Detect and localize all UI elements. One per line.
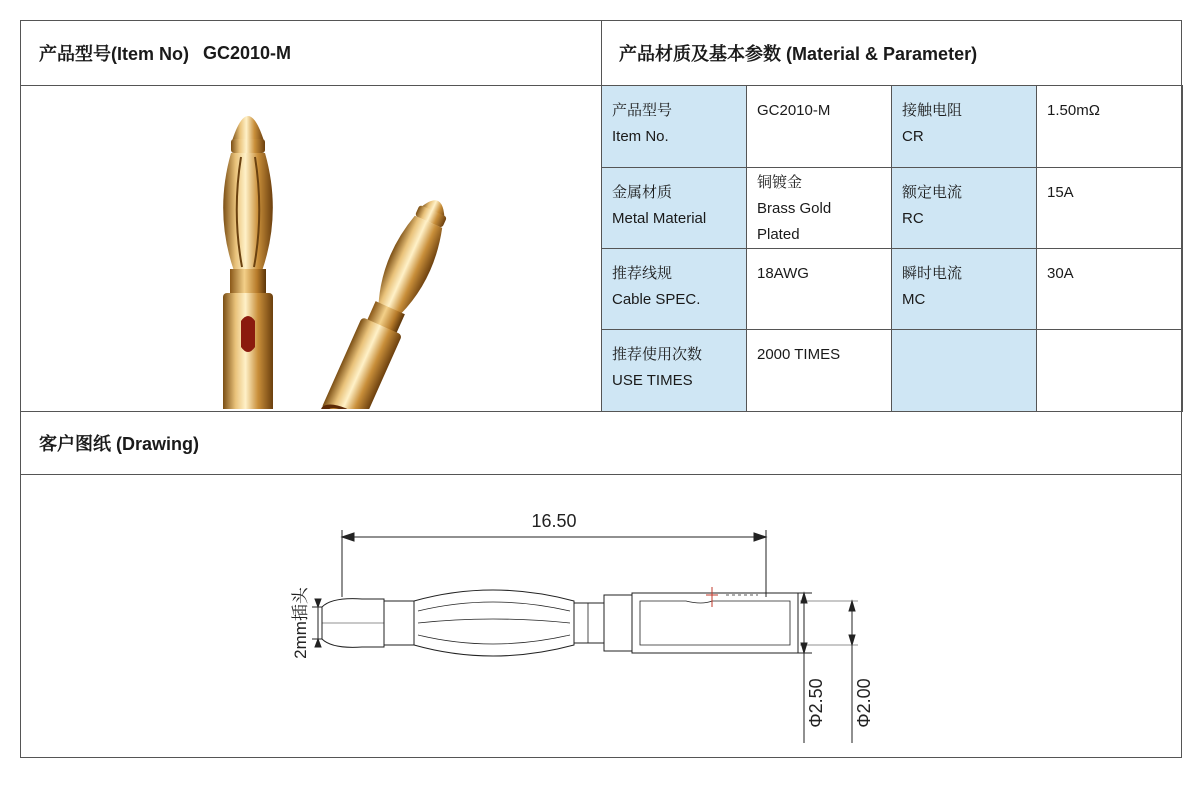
spring-slot bbox=[418, 602, 570, 611]
parameter-table bbox=[601, 85, 1183, 412]
label-zh: 推荐线规 bbox=[612, 265, 673, 282]
value-cable-spec: 18AWG bbox=[747, 249, 892, 330]
label-zh: 产品型号 bbox=[612, 102, 673, 119]
arrow-down-icon bbox=[801, 643, 807, 653]
value-metal-material: 铜镀金 Brass Gold Plated bbox=[747, 168, 892, 249]
label-en: Item No. bbox=[612, 128, 669, 145]
connector-upright-image bbox=[223, 116, 273, 409]
arrow-left-icon bbox=[342, 533, 354, 541]
label-item-no bbox=[602, 86, 747, 168]
item-title: 产品型号(Item No) bbox=[39, 44, 189, 64]
label-zh: 额定电流 bbox=[902, 184, 963, 201]
product-photo bbox=[22, 85, 600, 409]
label-zh: 金属材质 bbox=[612, 184, 673, 201]
arrow-down-icon bbox=[315, 599, 321, 607]
label-en: Metal Material bbox=[612, 210, 707, 227]
dia2-label: Φ2.00 bbox=[854, 678, 874, 728]
value-empty bbox=[1037, 330, 1183, 412]
spec-sheet bbox=[20, 20, 1182, 758]
arrow-right-icon bbox=[754, 533, 766, 541]
arrow-up-icon bbox=[801, 593, 807, 603]
cup-bore bbox=[640, 601, 790, 645]
label-zh: 瞬时电流 bbox=[902, 265, 963, 282]
value-max-current: 30A bbox=[1037, 249, 1183, 330]
spring-barrel bbox=[414, 590, 574, 656]
value-use-times: 2000 TIMES bbox=[747, 330, 892, 412]
label-contact-resistance bbox=[892, 86, 1037, 168]
value-rated-current: 15A bbox=[1037, 168, 1183, 249]
table-row bbox=[602, 86, 1183, 168]
plug-label: 2mm插头 bbox=[291, 587, 310, 659]
drawing-header bbox=[21, 412, 1182, 474]
table-row bbox=[602, 249, 1183, 330]
label-max-current bbox=[892, 249, 1037, 330]
table-row bbox=[602, 330, 1183, 412]
label-en: Cable SPEC. bbox=[612, 291, 701, 308]
cup-shoulder bbox=[604, 595, 632, 651]
param-title: 产品材质及基本参数 (Material & Parameter) bbox=[619, 44, 978, 64]
label-metal-material bbox=[602, 168, 747, 249]
label-rated-current bbox=[892, 168, 1037, 249]
spring-slot bbox=[418, 635, 570, 644]
technical-drawing bbox=[22, 475, 1182, 758]
connector-tilted-image bbox=[317, 192, 458, 409]
param-header bbox=[601, 21, 1182, 85]
length-label: 16.50 bbox=[531, 511, 577, 531]
value-item-no: GC2010-M bbox=[747, 86, 892, 168]
arrow-up-icon bbox=[315, 639, 321, 647]
item-number: GC2010-M bbox=[203, 42, 292, 63]
arrow-down-icon bbox=[849, 635, 855, 645]
label-en: MC bbox=[902, 291, 926, 308]
label-use-times bbox=[602, 330, 747, 412]
drawing-title: 客户图纸 (Drawing) bbox=[39, 434, 199, 454]
label-empty bbox=[892, 330, 1037, 412]
arrow-up-icon bbox=[849, 601, 855, 611]
pin-collar bbox=[384, 601, 414, 645]
value-contact-resistance: 1.50mΩ bbox=[1037, 86, 1183, 168]
solder-cup bbox=[632, 593, 798, 653]
spring-slot bbox=[418, 619, 570, 623]
pin-neck bbox=[574, 603, 604, 643]
dia1-label: Φ2.50 bbox=[806, 678, 826, 728]
label-cable-spec bbox=[602, 249, 747, 330]
item-header bbox=[21, 21, 601, 85]
table-row bbox=[602, 168, 1183, 249]
label-zh: 接触电阻 bbox=[902, 102, 963, 119]
label-en: USE TIMES bbox=[612, 372, 693, 389]
label-zh: 推荐使用次数 bbox=[612, 346, 703, 363]
label-en: RC bbox=[902, 210, 924, 227]
label-en: CR bbox=[902, 128, 924, 145]
